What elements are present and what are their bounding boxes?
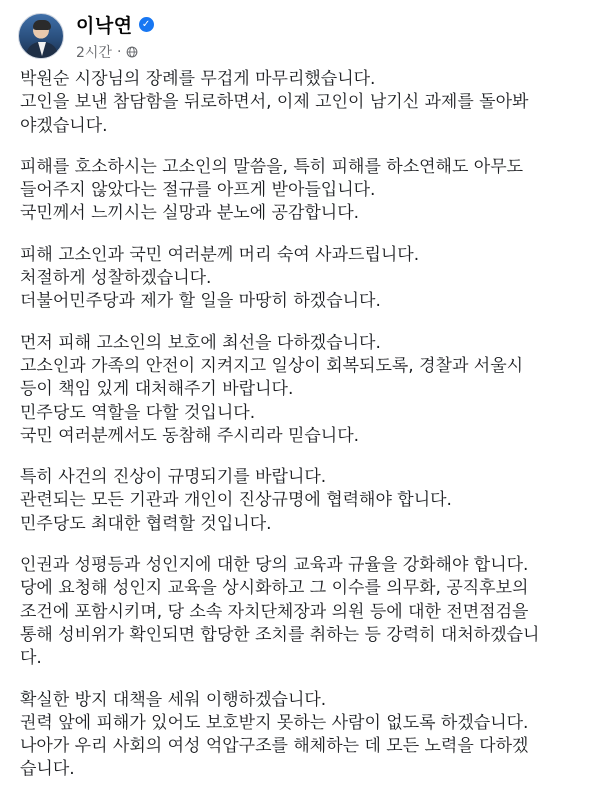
post-text-line: 박원순 시장님의 장례를 무겁게 마무리했습니다. (20, 69, 376, 89)
post-text-line: 고인을 보낸 참담함을 뒤로하면서, 이제 고인이 남기신 과제를 돌아봐 (20, 92, 529, 113)
post-text-line: 확실한 방지 대책을 세워 이행하겠습니다. (20, 689, 327, 710)
post-text-line: 권력 앞에 피해가 있어도 보호받지 못하는 사람이 없도록 하겠습니다. (20, 712, 529, 733)
post-paragraph (20, 332, 590, 448)
post-header (18, 8, 154, 64)
post-text-line: 더불어민주당과 제가 할 일을 마땅히 하겠습니다. (20, 291, 381, 312)
post-text-line: 처절하게 성찰하겠습니다. (20, 268, 212, 289)
post-text-line: 민주당도 최대한 협력할 것입니다. (20, 513, 272, 534)
post-text-line: 습니다. (20, 759, 75, 780)
separator-dot: · (116, 43, 122, 60)
author-name-row (76, 11, 154, 38)
post-text-line: 조건에 포함시키며, 당 소속 자치단체장과 의원 등에 대한 전면점검을 (20, 601, 529, 622)
post-text-line: 국민 여러분께서도 동참해 주시리라 믿습니다. (20, 425, 360, 446)
post-text-line: 피해를 호소하시는 고소인의 말씀을, 특히 피해를 하소연해도 아무도 (20, 156, 524, 177)
post-text-line: 인권과 성평등과 성인지에 대한 당의 교육과 규율을 강화해야 합니다. (20, 555, 529, 576)
post-text-line: 다. (20, 648, 42, 669)
post-text-line: 피해 고소인과 국민 여러분께 머리 숙여 사과드립니다. (20, 244, 420, 265)
post-text-line: 고소인과 가족의 안전이 지켜지고 일상이 회복되도록, 경찰과 서울시 (20, 355, 524, 376)
post-text-line: 민주당도 역할을 다할 것입니다. (20, 402, 256, 423)
post-paragraph (20, 68, 590, 138)
post-text-line: 국민께서 느끼시는 실망과 분노에 공감합니다. (20, 203, 360, 224)
post-text-line: 통해 성비위가 확인되면 합당한 조치를 취하는 등 강력히 대처하겠습니 (20, 624, 540, 645)
globe-icon (126, 46, 138, 58)
post-body (20, 68, 590, 800)
author-avatar[interactable] (18, 13, 64, 59)
post-paragraph (20, 554, 590, 670)
post-text-line: 특히 사건의 진상이 규명되기를 바랍니다. (20, 467, 327, 488)
post-text-line: 먼저 피해 고소인의 보호에 최선을 다하겠습니다. (20, 332, 381, 353)
post-text-line: 당에 요청해 성인지 교육을 상시화하고 그 이수를 의무화, 공직후보의 (20, 578, 529, 599)
post-paragraph (20, 689, 590, 782)
post-text-line: 등이 책임 있게 대처해주기 바랍니다. (20, 379, 294, 400)
post-text-line: 들어주지 않았다는 절규를 아프게 받아들입니다. (20, 180, 376, 201)
post-subline (76, 42, 154, 62)
post-text-line: 나아가 우리 사회의 여성 억압구조를 해체하는 데 모든 노력을 다하겠 (20, 736, 529, 757)
post-paragraph (20, 466, 590, 536)
post-paragraph (20, 244, 590, 314)
post-timestamp[interactable]: 2시간 (76, 44, 112, 61)
post-text-line: 야겠습니다. (20, 115, 108, 136)
post-text-line: 관련되는 모든 기관과 개인이 진상규명에 협력해야 합니다. (20, 490, 452, 511)
author-meta (76, 11, 154, 62)
verified-badge-icon: ✓ (139, 17, 154, 32)
post-paragraph (20, 156, 590, 226)
author-name[interactable]: 이낙연 (76, 14, 133, 37)
